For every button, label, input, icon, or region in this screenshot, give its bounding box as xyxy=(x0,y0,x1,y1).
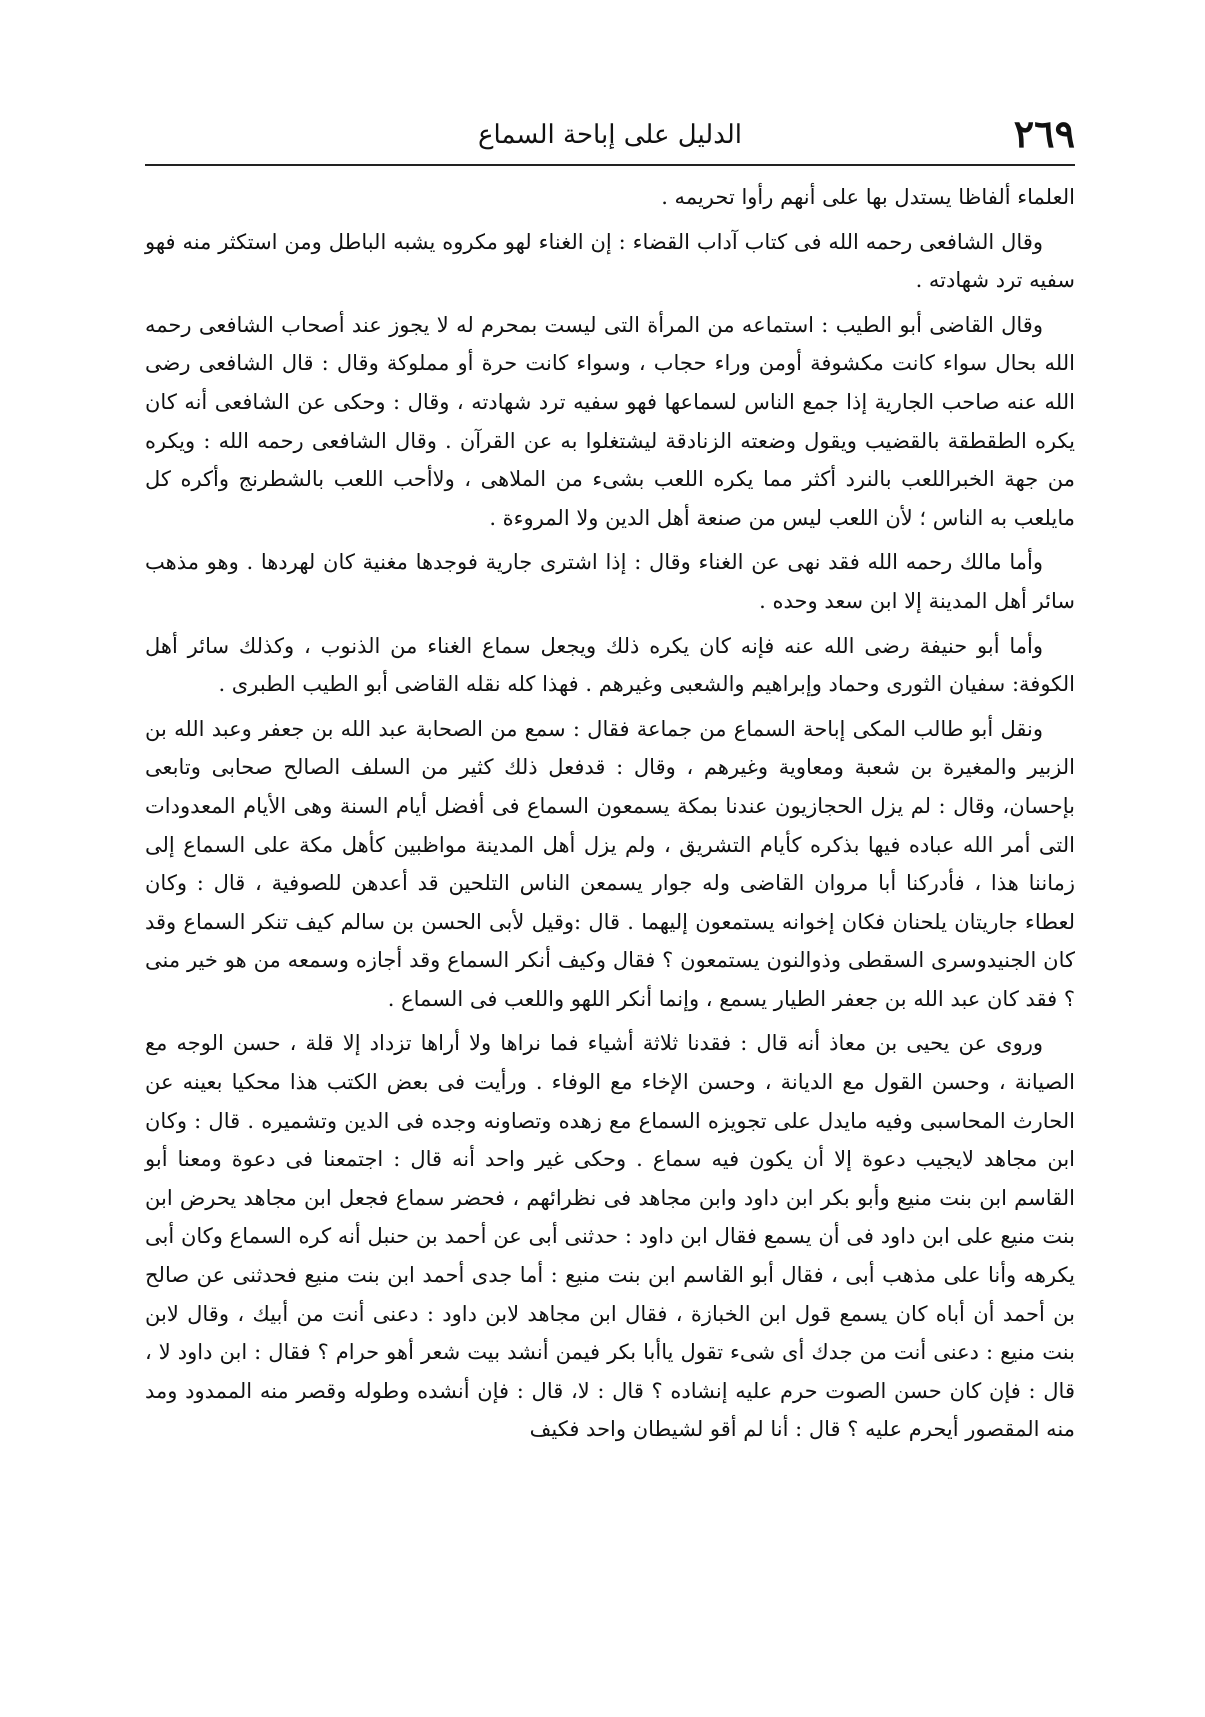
paragraph: ونقل أبو طالب المكى إباحة السماع من جماعة فقال : سمع من الصحابة عبد الله بن جعفر وعبد الله بن الزبير والمغيرة بن شعبة ومعاوية وغيرهم ، وقال : قدفعل ذلك كثير من السلف الصالح صحابى وتابعى بإحسان، وقال : لم يزل الحجازيون عندنا بمكة يسمعون السماع فى أفضل أيام السنة وهى الأيام المعدودات التى أمر الله عباده فيها بذكره كأيام التشريق ، ولم يزل أهل المدينة مواظبين كأهل مكة على السماع إلى زماننا هذا ، فأدركنا أبا مروان القاضى وله جوار يسمعن الناس التلحين قد أعدهن للصوفية ، قال : وكان لعطاء جاريتان يلحنان فكان إخوانه يستمعون إليهما . قال :وقيل لأبى الحسن بن سالم كيف تنكر السماع وقد كان الجنيدوسرى السقطى وذوالنون يستمعون ؟ فقال وكيف أنكر السماع وقد أجازه وسمعه من هو خير منى ؟ فقد كان عبد الله بن جعفر الطيار يسمع ، وإنما أنكر اللهو واللعب فى السماع . xyxy=(145,716,1075,1011)
paragraph: وقال الشافعى رحمه الله فى كتاب آداب القضاء : إن الغناء لهو مكروه يشبه الباطل ومن استكثر منه فهو سفيه ترد شهادته . xyxy=(145,229,1075,293)
page-number: ٢٦٩ xyxy=(1013,111,1075,156)
paragraph: وأما مالك رحمه الله فقد نهى عن الغناء وقال : إذا اشترى جارية فوجدها مغنية كان لهردها . وهو مذهب سائر أهل المدينة إلا ابن سعد وحده . xyxy=(145,550,1075,613)
paragraph: وروى عن يحيى بن معاذ أنه قال : فقدنا ثلاثة أشياء فما نراها ولا أراها تزداد إلا قلة ، حسن الوجه مع الصيانة ، وحسن القول مع الديانة ، وحسن الإخاء مع الوفاء . ورأيت فى بعض الكتب هذا محكيا بعينه عن الحارث المحاسبى وفيه مايدل على تجويزه السماع مع زهده وتصاونه وجده فى الدين وتشميره . قال : وكان ابن مجاهد لايجيب دعوة إلا أن يكون فيه سماع . وحكى غير واحد أنه قال : اجتمعنا فى دعوة ومعنا أبو القاسم ابن بنت منيع وأبو بكر ابن داود وابن مجاهد فى نظرائهم ، فحضر سماع فجعل ابن مجاهد يحرض ابن بنت منيع على ابن داود فى أن يسمع فقال ابن داود : حدثنى أبى عن أحمد بن حنبل أنه كره السماع وكان أبى يكرهه وأنا على مذهب أبى ، فقال أبو القاسم ابن بنت منيع : أما جدى أحمد ابن بنت منيع فحدثنى عن صالح بن أحمد أن أباه كان يسمع قول ابن الخبازة ، فقال ابن مجاهد لابن داود : دعنى أنت من أبيك ، وقال لابن بنت منيع : دعنى أنت من جدك أى شىء تقول ياأبا بكر فيمن أنشد بيت شعر أهو حرام ؟ فقال : ابن داود لا ، قال : فإن كان حسن الصوت حرم عليه إنشاده ؟ قال : لا، قال : فإن أنشده وطوله وقصر منه الممدود ومد منه المقصور أيحرم عليه ؟ قال : أنا لم أقو لشيطان واحد فكيف xyxy=(145,1031,1075,1442)
book-page xyxy=(145,110,1075,1670)
page-header xyxy=(145,110,1075,160)
header-rule xyxy=(145,164,1075,166)
paragraph: وقال القاضى أبو الطيب : استماعه من المرأة التى ليست بمحرم له لا يجوز عند أصحاب الشافعى رحمه الله بحال سواء كانت مكشوفة أومن وراء حجاب ، وسواء كانت حرة أو مملوكة وقال : قال الشافعى رضى الله عنه صاحب الجارية إذا جمع الناس لسماعها فهو سفيه ترد شهادته ، وقال : وحكى عن الشافعى أنه كان يكره الطقطقة بالقضيب ويقول وضعته الزنادقة ليشتغلوا به عن القرآن . وقال الشافعى رحمه الله : ويكره من جهة الخبراللعب بالنرد أكثر مما يكره اللعب بشىء من الملاهى ، ولاأحب اللعب بالشطرنج وأكره كل مايلعب به الناس ؛ لأن اللعب ليس من صنعة أهل الدين ولا المروءة . xyxy=(145,312,1075,530)
paragraph: العلماء ألفاظا يستدل بها على أنهم رأوا تحريمه . xyxy=(661,185,1075,209)
running-title: الدليل على إباحة السماع xyxy=(477,120,743,150)
page-body xyxy=(145,178,1075,1449)
paragraph: وأما أبو حنيفة رضى الله عنه فإنه كان يكره ذلك ويجعل سماع الغناء من الذنوب ، وكذلك سائر أهل الكوفة: سفيان الثورى وحماد وإبراهيم والشعبى وغيرهم . فهذا كله نقله القاضى أبو الطيب الطبرى . xyxy=(145,633,1075,697)
